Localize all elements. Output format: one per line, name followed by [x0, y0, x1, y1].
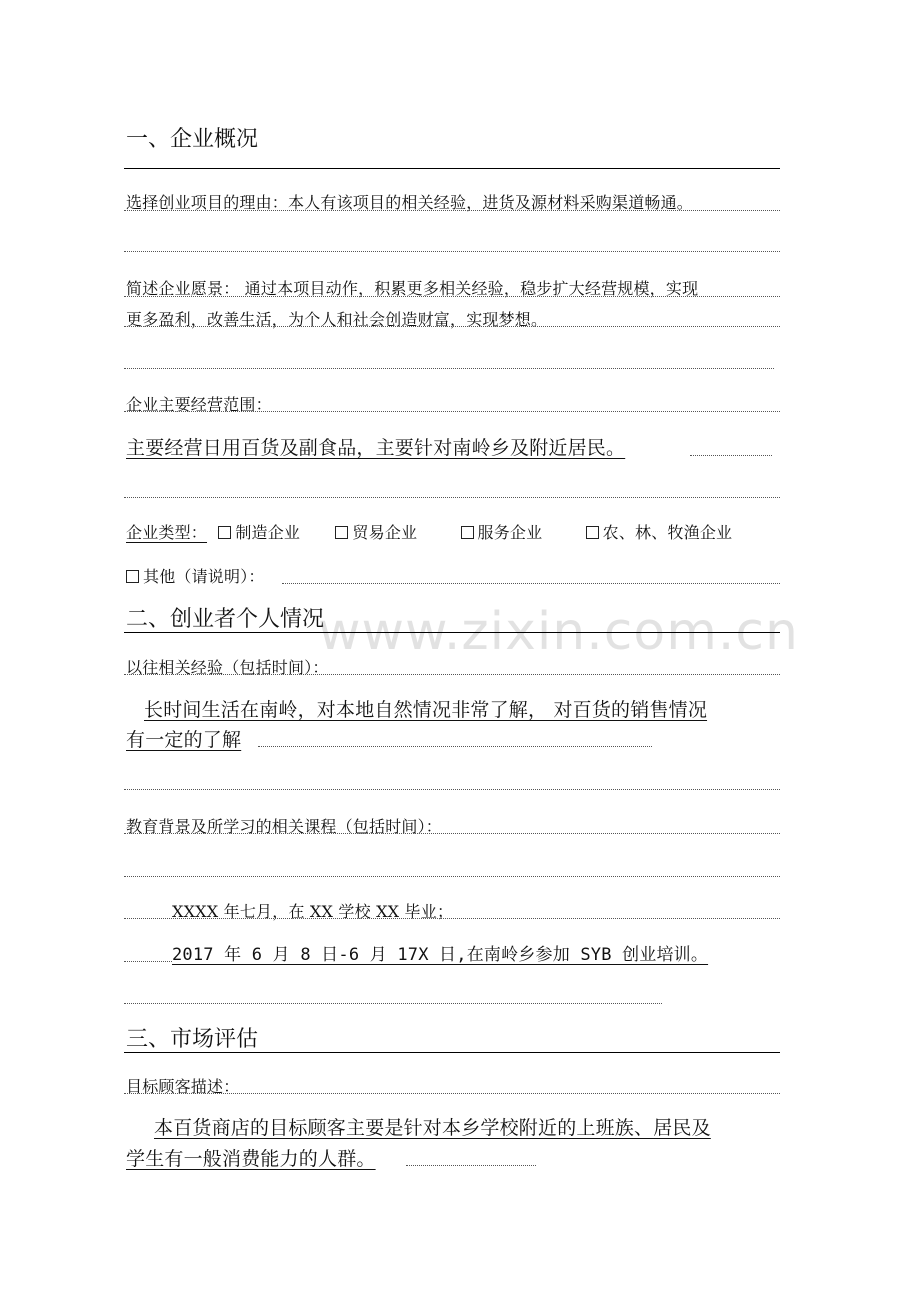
dotted-line — [258, 746, 652, 747]
experience-label: 以往相关经验（包括时间）： — [126, 658, 329, 677]
customer-label: 目标顾客描述： — [126, 1077, 240, 1096]
type-option-manufacturing[interactable]: 制造企业 — [218, 523, 300, 542]
section-title-market: 三、市场评估 — [126, 1027, 259, 1052]
business-type-label: 企业类型： — [126, 523, 208, 542]
dotted-line — [124, 674, 780, 675]
vision-line-2: 更多盈利，改善生活，为个人和社会创造财富，实现梦想。 — [126, 310, 548, 329]
checkbox-icon[interactable] — [586, 526, 599, 539]
dotted-line — [124, 961, 172, 962]
checkbox-icon[interactable] — [335, 526, 348, 539]
dotted-line — [124, 210, 780, 211]
section-divider — [124, 1052, 780, 1053]
reason-text: 选择创业项目的理由：本人有该项目的相关经验，进货及源材料采购渠道畅通。 — [126, 193, 694, 212]
dotted-line — [124, 918, 780, 919]
scope-label: 企业主要经营范围： — [126, 395, 272, 414]
dotted-line — [124, 368, 774, 369]
education-label: 教育背景及所学习的相关课程（包括时间）： — [126, 817, 443, 836]
dotted-line — [124, 251, 780, 252]
business-type-row — [126, 520, 786, 543]
dotted-line — [124, 1003, 662, 1004]
dotted-line — [124, 876, 780, 877]
dotted-line — [124, 411, 780, 412]
checkbox-icon[interactable] — [218, 526, 231, 539]
checkbox-icon[interactable] — [461, 526, 474, 539]
section-divider — [124, 168, 780, 169]
education-item-2: 2017 年 6 月 8 日-6 月 17X 日,在南岭乡参加 SYB 创业培训。 — [172, 945, 709, 965]
customer-line-1: 本百货商店的目标顾客主要是针对本乡学校附近的上班族、居民及 — [154, 1117, 711, 1139]
dotted-line — [124, 326, 780, 327]
watermark: www.zixin.com.cn — [318, 602, 799, 662]
section-title-founder: 二、创业者个人情况 — [126, 607, 325, 632]
experience-line-1: 长时间生活在南岭，对本地自然情况非常了解， 对百货的销售情况 — [144, 699, 708, 721]
type-option-service[interactable]: 服务企业 — [461, 523, 543, 542]
experience-line-2: 有一定的了解 — [126, 729, 242, 751]
type-option-trade[interactable]: 贸易企业 — [335, 523, 417, 542]
customer-line-2: 学生有一般消费能力的人群。 — [126, 1148, 376, 1170]
dotted-line — [406, 1165, 536, 1166]
dotted-line — [124, 833, 780, 834]
dotted-line — [124, 1093, 780, 1094]
dotted-line — [124, 296, 780, 297]
dotted-line — [690, 455, 772, 456]
education-item-1: XXXX 年七月，在 XX 学校 XX 毕业； — [172, 902, 454, 921]
checkbox-icon[interactable] — [126, 570, 139, 583]
type-option-other[interactable]: 其他（请说明）： — [126, 564, 265, 587]
dotted-line — [124, 789, 780, 790]
section-divider — [124, 632, 780, 633]
dotted-line — [282, 583, 780, 584]
vision-line-1: 简述企业愿景： 通过本项目动作，积累更多相关经验，稳步扩大经营规模，实现 — [126, 279, 699, 298]
dotted-line — [124, 497, 780, 498]
section-title-overview: 一、企业概况 — [126, 127, 259, 152]
type-option-agriculture[interactable]: 农、林、牧渔企业 — [586, 523, 733, 542]
scope-value: 主要经营日用百货及副食品，主要针对南岭乡及附近居民。 — [126, 437, 626, 459]
